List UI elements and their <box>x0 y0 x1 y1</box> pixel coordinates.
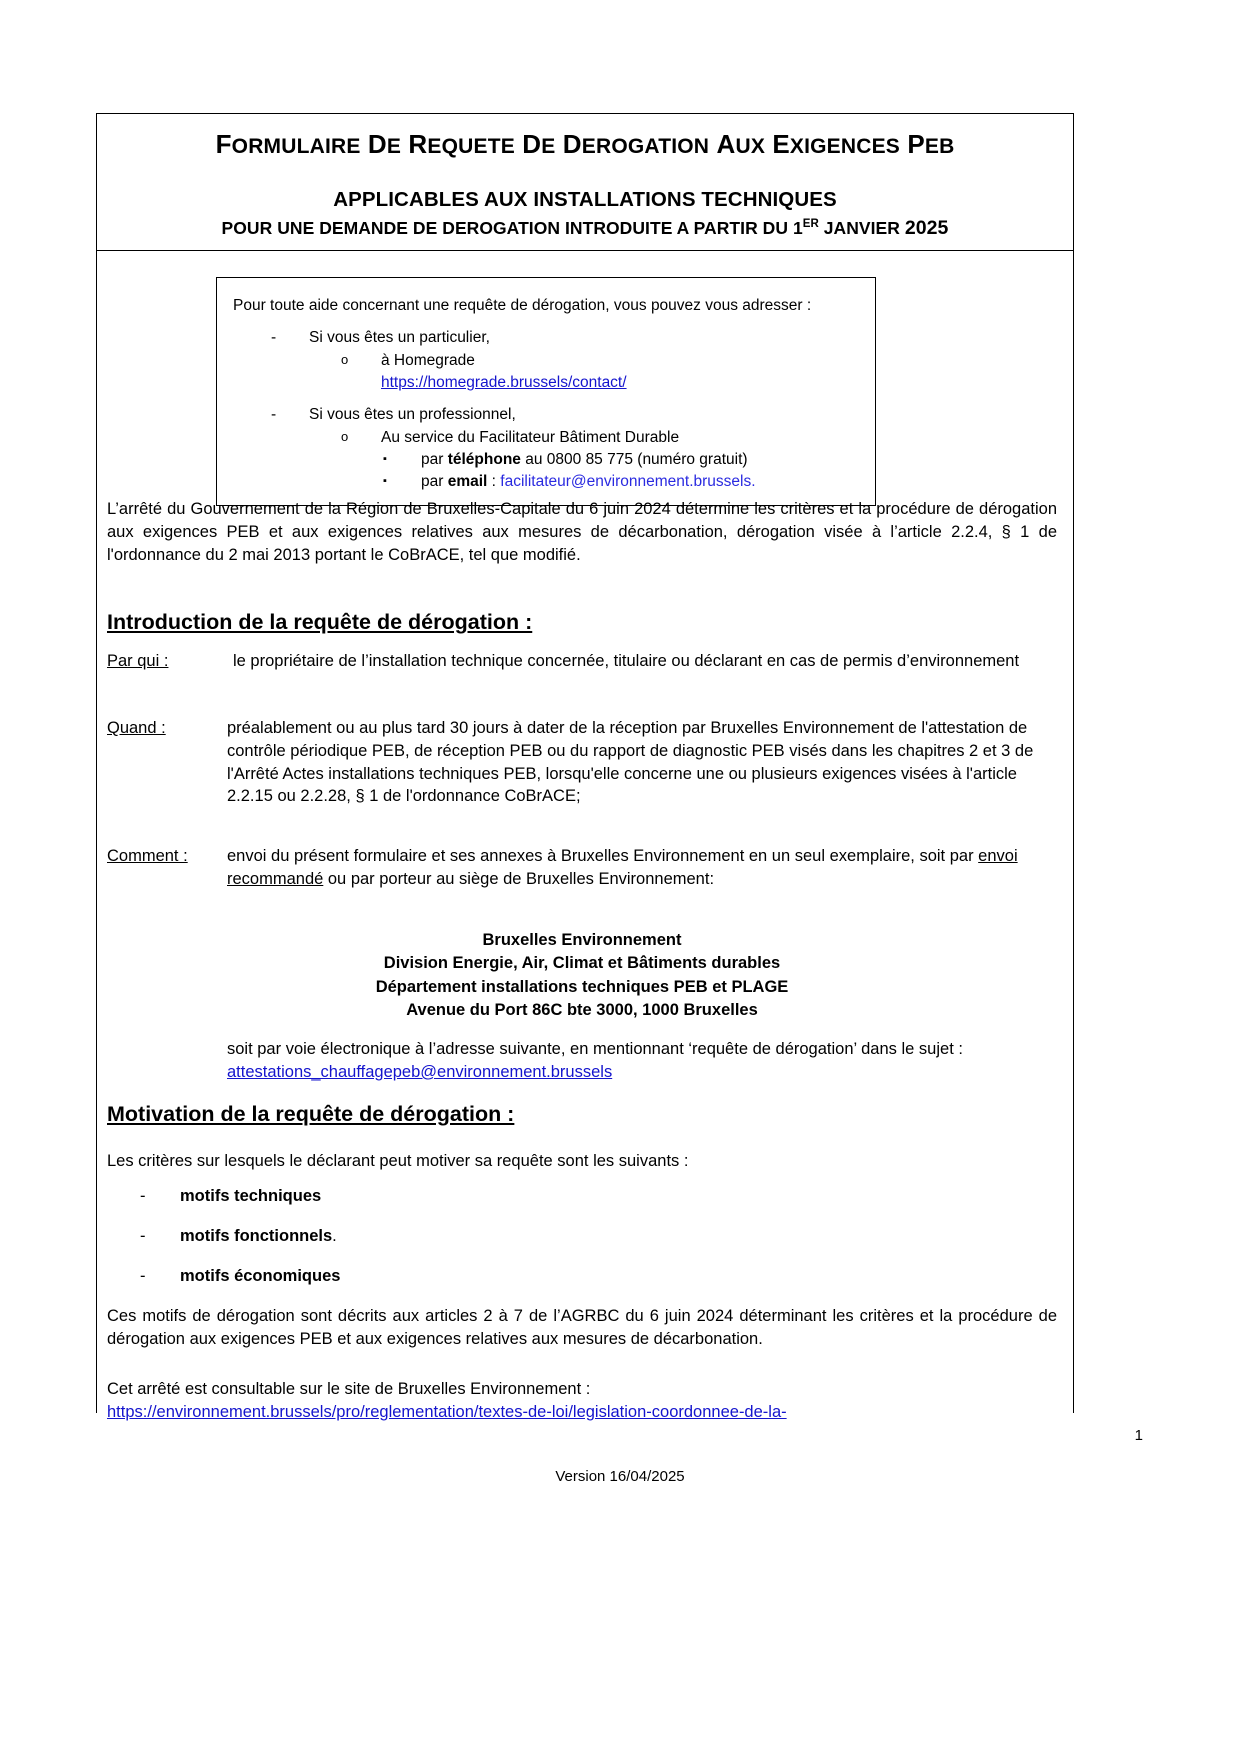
electronic-submission-text <box>225 1038 1057 1084</box>
dash-marker-icon: - <box>140 1187 146 1205</box>
section-heading-motivation: Motivation de la requête de dérogation : <box>107 1102 515 1126</box>
help-contact-box <box>216 277 876 506</box>
motivation-bullet-fonctionnel-label <box>180 1227 337 1246</box>
address-line-4: Avenue du Port 86C bte 3000, 1000 Bruxelles <box>406 1001 758 1020</box>
value-comment-part1: envoi du présent formulaire et ses annexes à Bruxelles Environnement en un seul exemplaire, soit par <box>227 847 979 865</box>
circle-bullet-icon: o <box>341 352 349 367</box>
motivation-bullet-economique-label <box>180 1267 340 1286</box>
electronic-row-spacer <box>107 1038 225 1084</box>
bullet-tail-1: . <box>332 1227 337 1245</box>
square-bullet-icon: ▪ <box>383 453 387 465</box>
document-header <box>96 113 1074 251</box>
dash-marker-icon: - <box>271 406 277 423</box>
consult-line: Cet arrêté est consultable sur le site de Bruxelles Environnement : <box>107 1380 591 1398</box>
page-subtitle-2-ordinal: ER <box>802 218 819 231</box>
dash-marker-icon: - <box>271 329 277 346</box>
consult-url-row[interactable] <box>107 1401 1057 1424</box>
help-item-professional-label: Si vous êtes un professionnel, <box>309 406 516 423</box>
address-line-1: Bruxelles Environnement <box>482 931 682 949</box>
help-contact-email-row <box>233 471 861 493</box>
address-line-3: Département installations techniques PEB et PLAGE <box>375 977 789 996</box>
help-box-spacer <box>233 394 861 404</box>
motivation-bullet-technique-label <box>180 1187 321 1206</box>
address-line-2: Division Energie, Air, Climat et Bâtiments durables <box>383 954 781 973</box>
circle-bullet-icon: o <box>341 429 349 444</box>
help-subitem-homegrade-label: à Homegrade <box>381 352 475 369</box>
help-contact-phone <box>421 449 748 471</box>
value-comment <box>225 845 1057 891</box>
value-comment-part2: ou par porteur au siège de Bruxelles Environnement: <box>323 869 715 888</box>
motivation-bullet-technique <box>140 1187 321 1206</box>
help-contact-email <box>421 471 756 493</box>
homegrade-contact-link[interactable]: https://homegrade.brussels/contact/ <box>381 374 627 391</box>
page-subtitle-2-post: JANVIER <box>818 218 905 239</box>
label-comment: Comment : <box>107 847 188 865</box>
row-comment <box>107 845 1057 891</box>
email-prefix: par <box>421 473 448 490</box>
section-heading-introduction: Introduction de la requête de dérogation : <box>107 610 533 634</box>
page-subtitle-2-year: 2025 <box>904 217 949 240</box>
phone-prefix: par <box>421 451 448 468</box>
legislation-link[interactable]: https://environnement.brussels/pro/reglementation/textes-de-loi/legislation-coordonnee-de-la- <box>107 1403 787 1421</box>
phone-keyword: téléphone <box>447 451 521 468</box>
motivation-paragraph: Ces motifs de dérogation sont décrits aux articles 2 à 7 de l’AGRBC du 6 juin 2024 déterminant les critères et la procédure de dérogation aux exigences PEB et aux exigences relatives aux mesures de décarbonation. <box>107 1307 1057 1348</box>
intro-paragraph: L’arrêté du Gouvernement de la Région de Bruxelles-Capitale du 6 juin 2024 détermine les critères et la procédure de dérogation aux exigences PEB et aux exigences relatives aux mesures de décarbonation, dérogation visée à l’article 2.2.4, § 1 de l'ordonnance du 2 mai 2013 portant le CoBrACE, tel que modifié. <box>107 500 1057 564</box>
electronic-submission-lead: soit par voie électronique à l’adresse suivante, en mentionnant ‘requête de dérogation’ dans le sujet : <box>227 1040 963 1058</box>
dash-marker-icon: - <box>140 1267 146 1285</box>
dash-marker-icon: - <box>140 1227 146 1245</box>
page-subtitle-2-pre: POUR UNE DEMANDE DE DEROGATION INTRODUITE A PARTIR DU 1 <box>221 218 803 239</box>
row-quand <box>107 717 1057 808</box>
postal-address-block <box>107 929 1057 1023</box>
motivation-lead: Les critères sur lesquels le déclarant peut motiver sa requête sont les suivants : <box>107 1152 689 1170</box>
page-number: 1 <box>1134 1427 1143 1444</box>
bullet-bold-0: motifs techniques <box>180 1187 322 1205</box>
bullet-bold-1: motifs fonctionnels <box>180 1227 333 1245</box>
help-subitem-facilitateur <box>233 427 861 449</box>
square-bullet-icon: ▪ <box>383 475 387 487</box>
help-subitem-homegrade <box>233 350 861 372</box>
help-item-individual-label: Si vous êtes un particulier, <box>309 329 490 346</box>
facilitateur-email-link[interactable]: facilitateur@environnement.brussels. <box>500 473 756 490</box>
help-item-individual <box>233 327 861 349</box>
row-par-qui <box>107 650 1057 673</box>
value-quand: préalablement ou au plus tard 30 jours à dater de la réception par Bruxelles Environnement de l'attestation de contrôle périodique PEB, de réception PEB ou du rapport de diagnostic PEB visés dans les chapitres 2 et 3 de l'Arrêté Actes installations techniques PEB, lorsqu'elle concerne une ou plusieurs exigences visées à l'article 2.2.15 ou 2.2.28, § 1 de l'ordonnance CoBrACE; <box>227 719 1034 806</box>
document-version: Version 16/04/2025 <box>555 1468 685 1485</box>
bullet-bold-2: motifs économiques <box>180 1267 341 1285</box>
help-item-professional <box>233 404 861 426</box>
page-subtitle-1: APPLICABLES AUX INSTALLATIONS TECHNIQUES <box>333 188 837 212</box>
row-electronic-submission <box>107 1038 1057 1084</box>
attestations-email-link[interactable]: attestations_chauffagepeb@environnement.brussels <box>227 1062 613 1081</box>
page-subtitle-2 <box>114 217 1056 240</box>
page-title: FORMULAIRE DE REQUETE DE DEROGATION AUX EXIGENCES PEB <box>215 129 955 159</box>
motivation-bullet-fonctionnel <box>140 1227 337 1246</box>
email-keyword: email <box>447 473 488 490</box>
value-par-qui: le propriétaire de l’installation technique concernée, titulaire ou déclarant en cas de permis d’environnement <box>233 652 1020 670</box>
help-contact-phone-row <box>233 449 861 471</box>
help-subitem-facilitateur-label: Au service du Facilitateur Bâtiment Durable <box>381 429 680 446</box>
motivation-bullet-economique <box>140 1267 340 1286</box>
homegrade-link-row[interactable] <box>233 372 861 394</box>
value-comment-emphasis: envoi recommandé <box>227 847 1018 888</box>
email-separator: : <box>487 473 501 490</box>
label-quand: Quand : <box>107 719 166 737</box>
phone-number: au 0800 85 775 (numéro gratuit) <box>520 451 748 468</box>
label-par-qui: Par qui : <box>107 652 169 670</box>
help-box-lead: Pour toute aide concernant une requête de dérogation, vous pouvez vous adresser : <box>233 297 812 314</box>
